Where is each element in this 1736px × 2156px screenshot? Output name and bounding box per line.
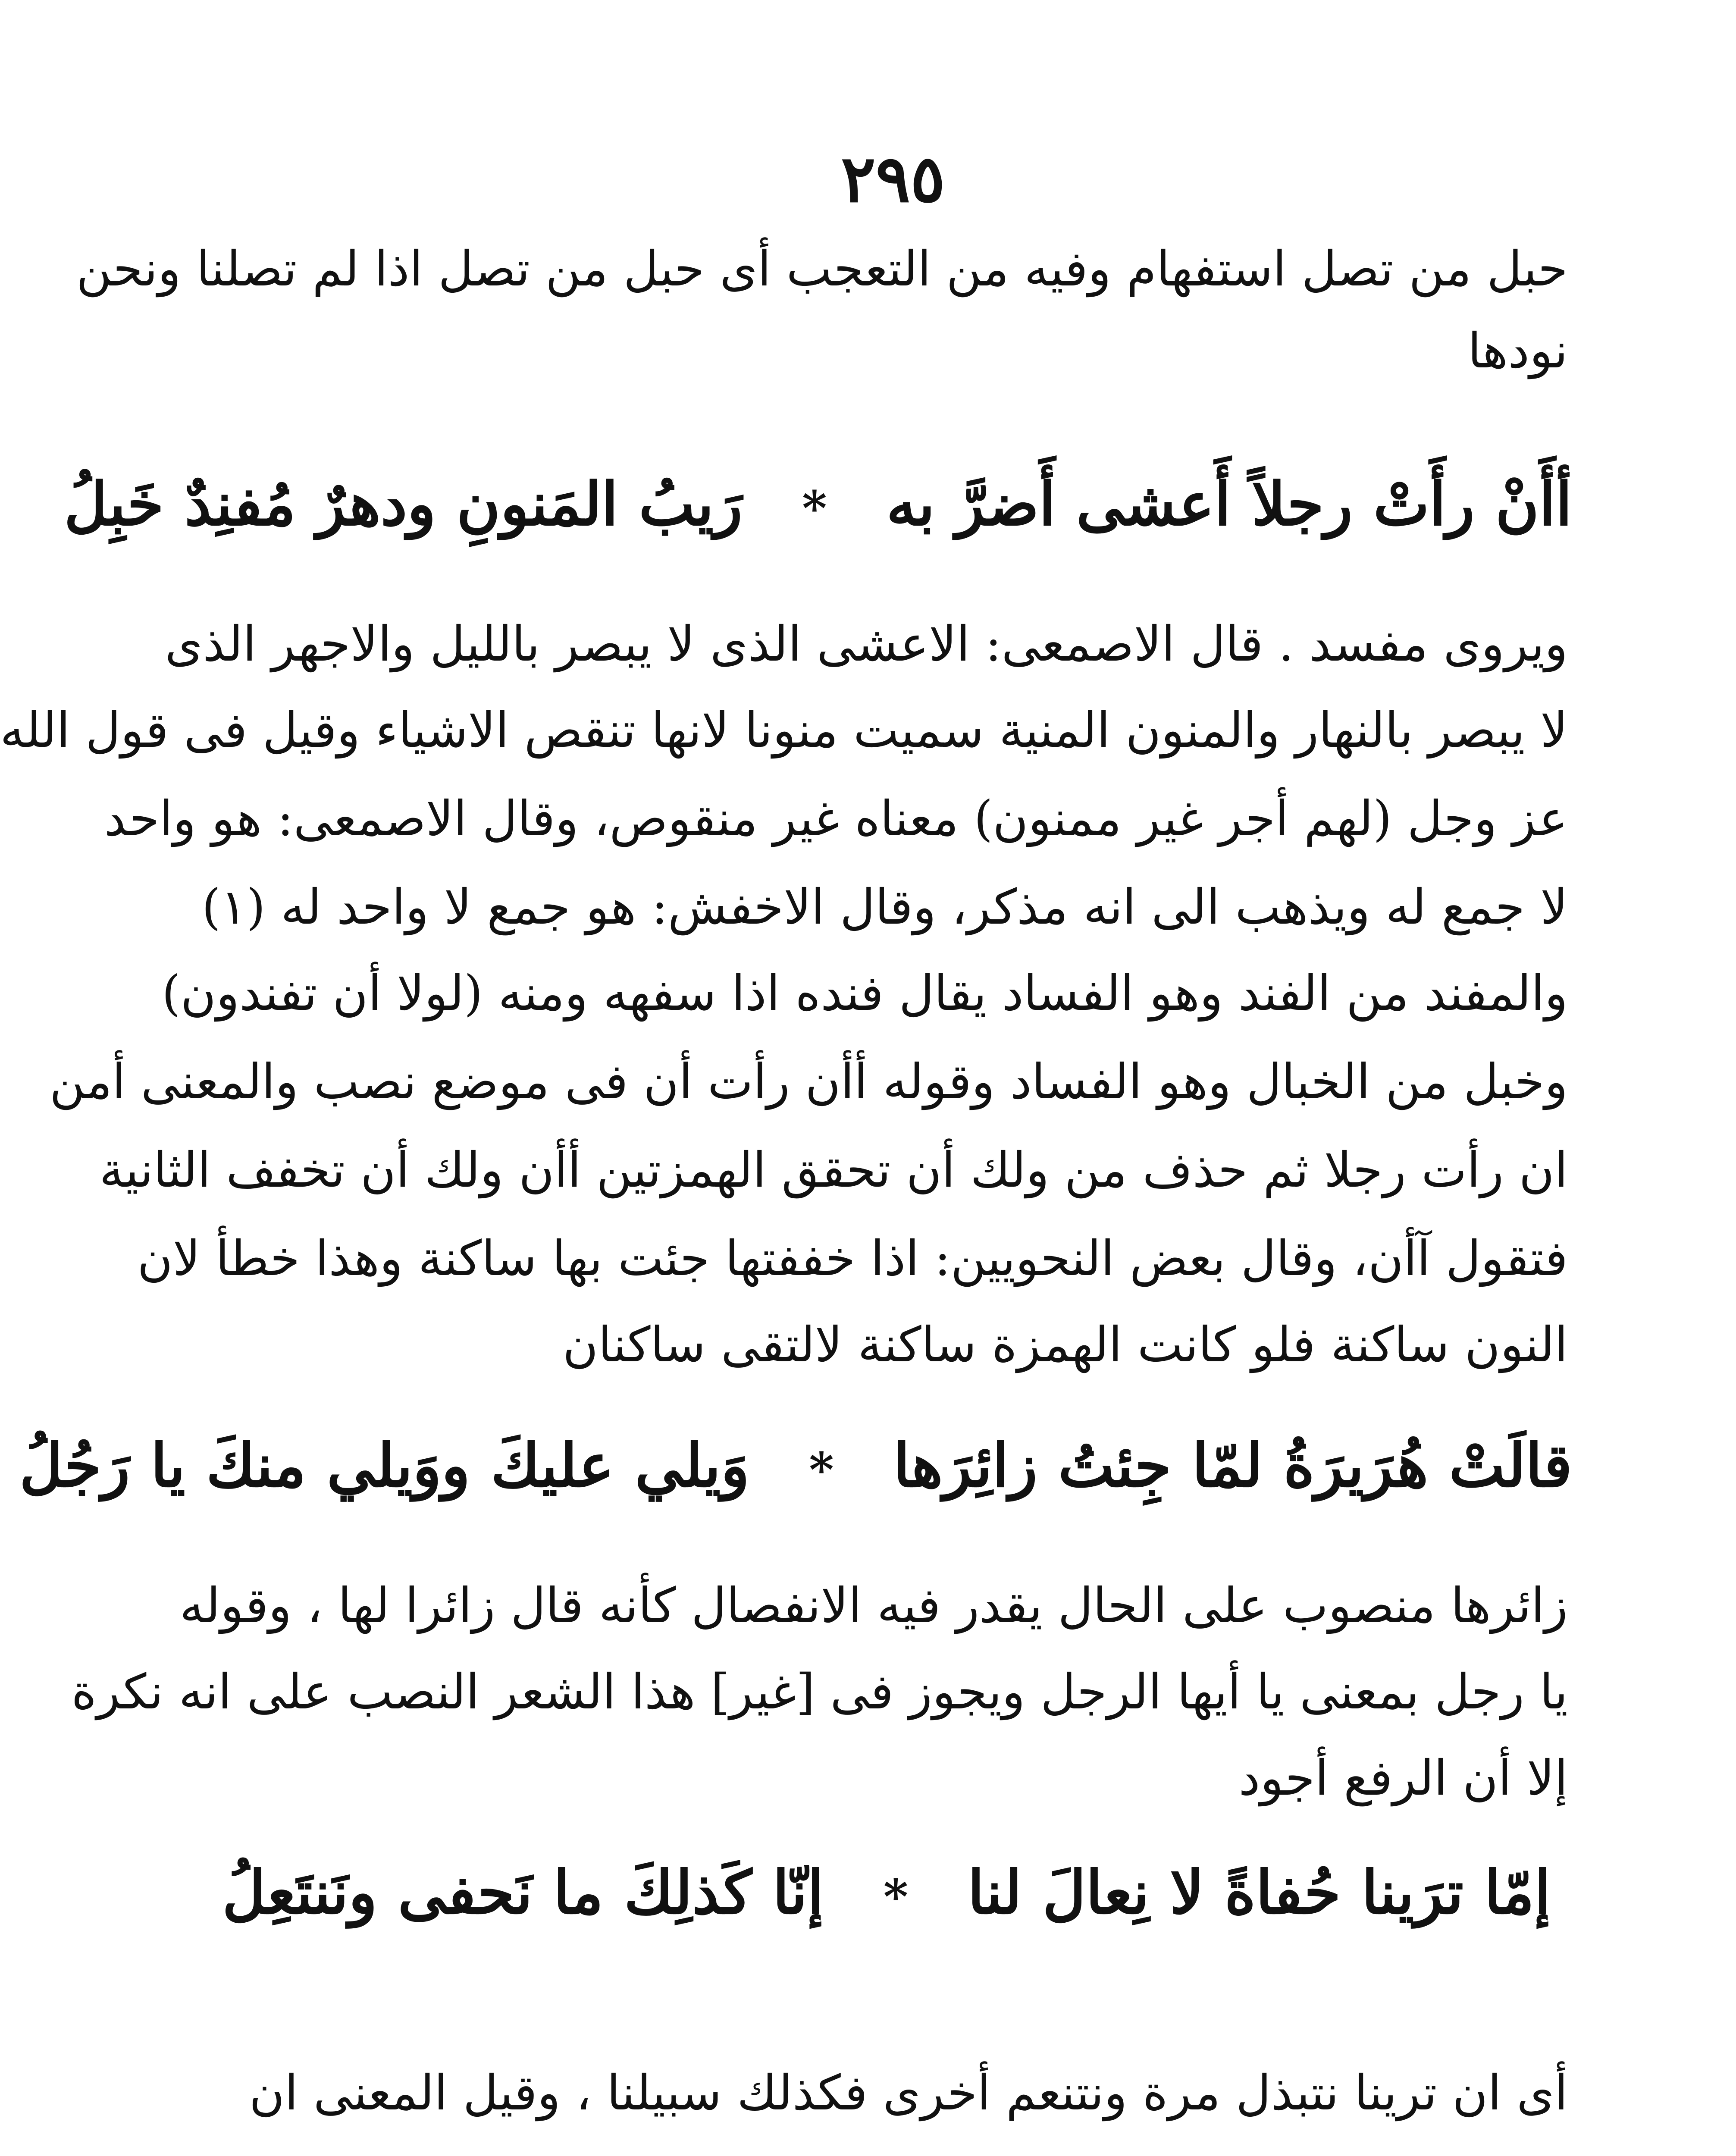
text-line: عز وجل (لهم أجر غير ممنون) معناه غير منقوص، وقال الاصمعى: هو واحد bbox=[104, 791, 1568, 847]
verse-second-hemistich: رَيبُ المَنونِ ودهرٌ مُفنِدٌ خَبِلُ bbox=[64, 469, 743, 539]
verse-first-hemistich: إمّا ترَينا حُفاةً لا نِعالَ لنا bbox=[968, 1857, 1551, 1927]
text-line: النون ساكنة فلو كانت الهمزة ساكنة لالتقى ساكنان bbox=[562, 1317, 1568, 1373]
text-line: لا يبصر بالنهار والمنون المنية سميت منونا لانها تنقص الاشياء وقيل فى قول الله bbox=[0, 702, 1568, 758]
text-line: نودها bbox=[1467, 323, 1568, 379]
text-line: يا رجل بمعنى يا أيها الرجل ويجوز فى [غير] هذا الشعر النصب على انه نكرة bbox=[71, 1664, 1568, 1720]
verse-second-hemistich: إنّا كَذلِكَ ما نَحفى ونَنتَعِلُ bbox=[222, 1857, 824, 1927]
verse-separator: * bbox=[883, 1869, 909, 1924]
verse-line bbox=[201, 1858, 1572, 1927]
text-line: ويروى مفسد . قال الاصمعى: الاعشى الذى لا يبصر بالليل والاجهر الذى bbox=[165, 616, 1568, 672]
verse-line bbox=[64, 469, 1572, 539]
text-line: ان رأت رجلا ثم حذف من ولك أن تحقق الهمزتين أأن ولك أن تخفف الثانية bbox=[99, 1142, 1568, 1198]
text-line: فتقول آأن، وقال بعض النحويين: اذا خففتها جئت بها ساكنة وهذا خطأ لان bbox=[137, 1231, 1568, 1287]
text-line: زائرها منصوب على الحال يقدر فيه الانفصال كأنه قال زائرا لها ، وقوله bbox=[179, 1578, 1568, 1634]
verse-separator: * bbox=[809, 1442, 834, 1498]
page-number: ٢٩٥ bbox=[841, 141, 945, 217]
text-line: لا جمع له ويذهب الى انه مذكر، وقال الاخفش: هو جمع لا واحد له (١) bbox=[202, 879, 1568, 935]
verse-second-hemistich: وَيلي عليكَ ووَيلي منكَ يا رَجُلُ bbox=[19, 1430, 750, 1501]
text-line: والمفند من الفند وهو الفساد يقال فنده اذا سفهه ومنه (لولا أن تفندون) bbox=[162, 965, 1568, 1022]
text-line: حبل من تصل استفهام وفيه من التعجب أى حبل من تصل اذا لم تصلنا ونحن bbox=[76, 241, 1568, 297]
text-line: وخبل من الخبال وهو الفساد وقوله أأن رأت أن فى موضع نصب والمعنى أمن bbox=[49, 1054, 1568, 1110]
verse-first-hemistich: أأَنْ رأَتْ رجلاً أَعشى أَضرَّ به bbox=[886, 469, 1572, 539]
verse-line bbox=[19, 1430, 1572, 1501]
text-line: أى ان ترينا نتبذل مرة ونتنعم أخرى فكذلك سبيلنا ، وقيل المعنى ان bbox=[249, 2065, 1568, 2121]
text-line: إلا أن الرفع أجود bbox=[1238, 1750, 1568, 1806]
verse-separator: * bbox=[802, 480, 827, 536]
verse-first-hemistich: قالَتْ هُرَيرَةُ لمّا جِئتُ زائِرَها bbox=[893, 1430, 1572, 1501]
